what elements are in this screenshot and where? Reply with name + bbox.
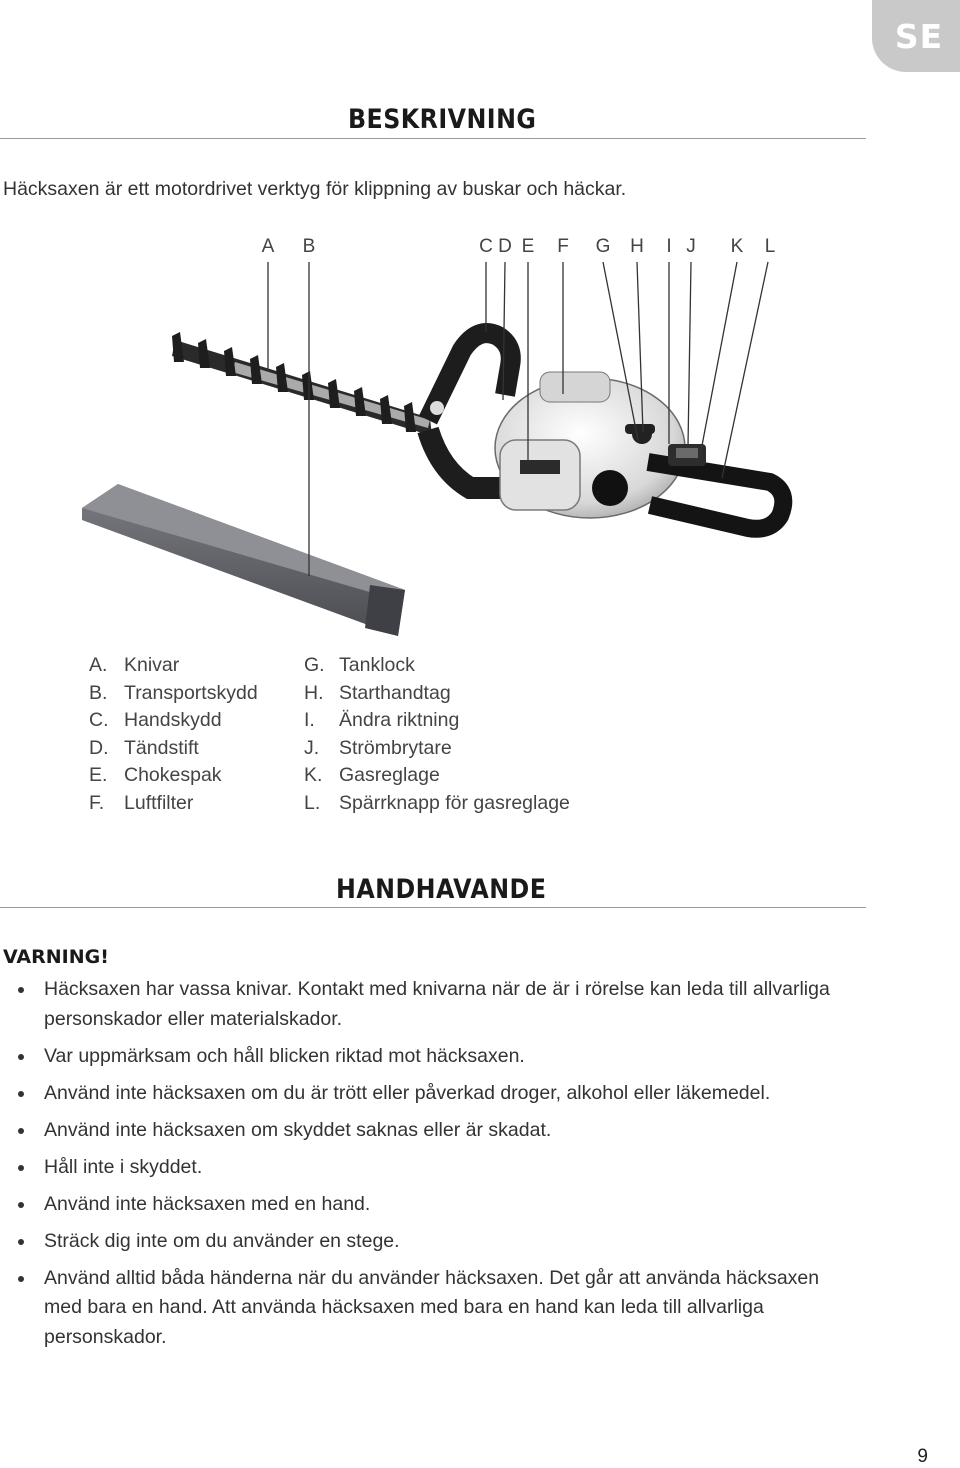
parts-list-item: G. Tanklock	[304, 654, 415, 676]
parts-list-item: F. Luftfilter	[89, 791, 194, 814]
parts-list-item: E. Chokespak	[89, 764, 222, 787]
parts-list-item: I. Ändra riktning	[304, 709, 460, 732]
blade-assembly	[172, 332, 432, 436]
parts-list-item: H. Starthandtag	[304, 681, 451, 704]
list-item: Använd inte häcksaxen om skyddet saknas eller är skadat.	[0, 1116, 850, 1146]
list-item: Använd inte häcksaxen om du är trött eller påverkad droger, alkohol eller läkemedel.	[0, 1079, 850, 1109]
callout-label: D	[498, 236, 512, 257]
language-tab	[872, 0, 960, 72]
engine-body	[495, 372, 685, 518]
list-item: Var uppmärksam och håll blicken riktad mot häcksaxen.	[0, 1042, 850, 1072]
parts-list-left	[89, 652, 258, 818]
callout-label: K	[730, 236, 744, 257]
intro-text: Häcksaxen är ett motordrivet verktyg för klippning av buskar och häckar.	[3, 178, 627, 200]
bullet-icon	[18, 1165, 24, 1171]
transport-cover	[82, 484, 405, 636]
section-divider	[0, 138, 866, 139]
list-item: Häcksaxen har vassa knivar. Kontakt med knivarna när de är i rörelse kan leda till allvarliga personskador eller materialskador.	[0, 975, 850, 1034]
parts-list-item: L. Spärrknapp för gasreglage	[304, 791, 570, 814]
bullet-icon	[18, 1091, 24, 1097]
callout-label: H	[630, 236, 644, 257]
callout-label: I	[666, 236, 672, 257]
warning-title: VARNING!	[3, 946, 109, 968]
hedge-trimmer-diagram	[0, 225, 960, 645]
bullet-icon	[18, 987, 24, 993]
bullet-icon	[18, 1239, 24, 1245]
callout-label: E	[521, 236, 535, 257]
parts-list-item: B. Transportskydd	[89, 681, 258, 704]
callout-label: F	[557, 236, 569, 257]
list-item: Sträck dig inte om du använder en stege.	[0, 1227, 850, 1257]
bullet-icon	[18, 1276, 24, 1282]
list-item: Håll inte i skyddet.	[0, 1153, 850, 1183]
warning-list	[0, 975, 850, 1360]
callout-label: A	[261, 236, 275, 257]
page-number: 9	[917, 1446, 928, 1467]
parts-list-item: J. Strömbrytare	[304, 736, 452, 759]
bullet-icon	[18, 1128, 24, 1134]
section-title-description: BESKRIVNING	[348, 104, 537, 135]
section-title-operation: HANDHAVANDE	[336, 874, 547, 905]
callout-label: J	[686, 236, 696, 257]
callout-label: C	[479, 236, 493, 257]
parts-list-item: K. Gasreglage	[304, 764, 440, 787]
parts-list-item: A. Knivar	[89, 654, 180, 676]
parts-list-item: D. Tändstift	[89, 736, 199, 759]
list-item: Använd alltid båda händerna när du använder häcksaxen. Det går att använda häcksaxen med bara en hand. Att använda häcksaxen med bara en hand kan leda till allvarliga personskador.	[0, 1264, 850, 1353]
bullet-icon	[18, 1054, 24, 1060]
list-item: Använd inte häcksaxen med en hand.	[0, 1190, 850, 1220]
callout-label: L	[764, 236, 776, 257]
parts-list-right	[304, 652, 570, 818]
parts-list-item: C. Handskydd	[89, 709, 222, 732]
language-code: SE	[894, 16, 944, 56]
callout-label: G	[595, 236, 611, 257]
section-divider	[0, 907, 866, 908]
callout-label: B	[302, 236, 316, 257]
bullet-icon	[18, 1202, 24, 1208]
